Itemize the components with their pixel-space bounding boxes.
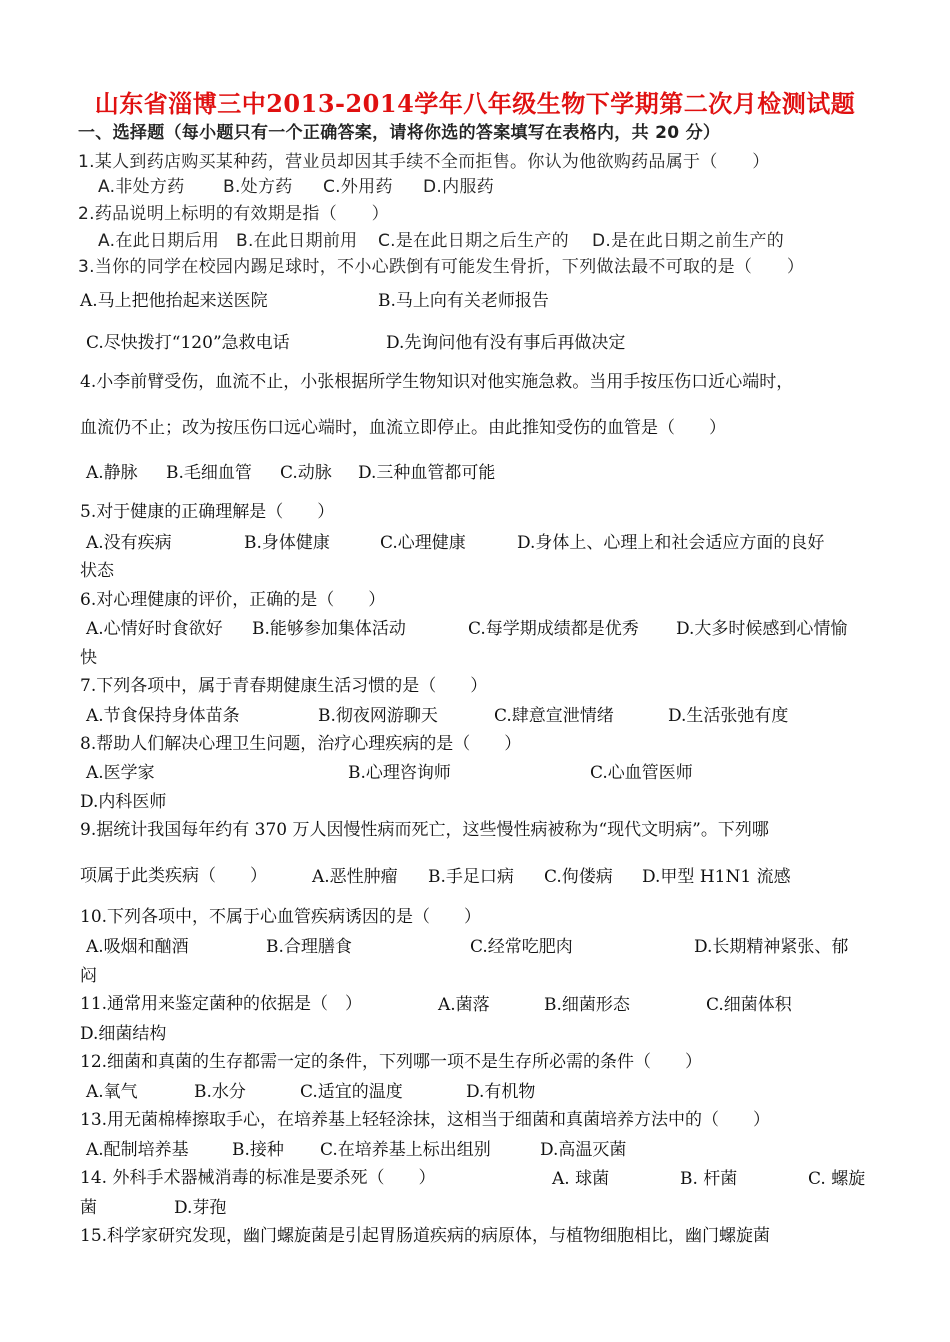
q1-option-d: D.内服药 [423,177,494,197]
q2-option-b: B.在此日期前用 [236,231,358,251]
q12-option-a: A.氧气 [86,1082,138,1102]
q5-option-c: C.心理健康 [380,533,466,553]
q9-option-c: C.佝偻病 [544,867,613,887]
q10-option-d-continued: 闷 [80,966,97,986]
question-5-stem: 5.对于健康的正确理解是（ ） [80,502,335,522]
q5-option-a: A.没有疾病 [86,533,172,553]
q8-option-b: B.心理咨询师 [348,763,451,783]
q12-option-d: D.有机物 [466,1082,536,1102]
q7-option-d: D.生活张弛有度 [668,706,789,726]
q4-option-d: D.三种血管都可能 [358,463,496,483]
q10-option-b: B.合理膳食 [266,937,352,957]
q4-option-a: A.静脉 [86,463,138,483]
q8-option-a: A.医学家 [86,763,155,783]
q2-option-d: D.是在此日期之前生产的 [592,231,785,251]
q6-option-a: A.心情好时食欲好 [86,619,223,639]
q6-option-b: B.能够参加集体活动 [252,619,406,639]
question-12-stem: 12.细菌和真菌的生存都需一定的条件，下列哪一项不是生存所必需的条件（ ） [80,1052,703,1072]
question-15-stem: 15.科学家研究发现，幽门螺旋菌是引起胃肠道疾病的病原体，与植物细胞相比，幽门螺旋菌 [80,1226,771,1246]
question-6-stem: 6.对心理健康的评价，正确的是（ ） [80,590,386,610]
q14-option-c: C. 螺旋 [808,1169,866,1189]
page-title: 山东省淄博三中2013-2014学年八年级生物下学期第二次月检测试题 [94,89,856,118]
q11-option-d: D.细菌结构 [80,1024,167,1044]
q10-option-c: C.经常吃肥肉 [470,937,573,957]
q4-option-b: B.毛细血管 [166,463,252,483]
q5-option-d: D.身体上、心理上和社会适应方面的良好 [517,533,825,553]
q5-option-d-continued: 状态 [80,561,114,581]
question-13-stem: 13.用无菌棉棒擦取手心，在培养基上轻轻涂抹，这相当于细菌和真菌培养方法中的（ ） [80,1110,771,1130]
q10-option-a: A.吸烟和酗酒 [86,937,189,957]
q13-option-c: C.在培养基上标出组别 [320,1140,491,1160]
question-8-stem: 8.帮助人们解决心理卫生问题，治疗心理疾病的是（ ） [80,734,522,754]
q3-option-a: A.马上把他抬起来送医院 [80,291,268,311]
question-4-line-2: 血流仍不止；改为按压伤口远心端时，血流立即停止。由此推知受伤的血管是（ ） [80,418,726,438]
q11-option-a: A.菌落 [438,995,490,1015]
q14-option-b: B. 杆菌 [680,1169,738,1189]
q9-option-b: B.手足口病 [428,867,514,887]
question-1-stem: 1.某人到药店购买某种药，营业员却因其手续不全而拒售。你认为他欲购药品属于（ ） [78,152,770,172]
question-4-line-1: 4.小李前臂受伤，血流不止，小张根据所学生物知识对他实施急救。当用手按压伤口近心端时， [80,372,794,392]
question-3-stem: 3.当你的同学在校园内踢足球时，不小心跌倒有可能发生骨折，下列做法最不可取的是（ ） [78,257,805,277]
q4-option-c: C.动脉 [280,463,332,483]
q6-option-d-continued: 快 [80,648,97,668]
q1-option-c: C.外用药 [323,177,393,197]
q1-option-a: A.非处方药 [98,177,185,197]
q11-option-c: C.细菌体积 [706,995,792,1015]
q2-option-a: A.在此日期后用 [98,231,220,251]
q7-option-a: A.节食保持身体苗条 [86,706,240,726]
question-14-stem: 14. 外科手术器械消毒的标准是要杀死（ ） [80,1168,436,1188]
question-10-stem: 10.下列各项中，不属于心血管疾病诱因的是（ ） [80,907,482,927]
q3-option-c: C.尽快拨打“120”急救电话 [86,333,290,353]
question-7-stem: 7.下列各项中，属于青春期健康生活习惯的是（ ） [80,676,488,696]
q10-option-d: D.长期精神紧张、郁 [694,937,849,957]
q5-option-b: B.身体健康 [244,533,330,553]
q13-option-d: D.高温灭菌 [540,1140,627,1160]
q2-option-c: C.是在此日期之后生产的 [378,231,569,251]
q9-option-a: A.恶性肿瘤 [312,867,398,887]
q12-option-b: B.水分 [194,1082,246,1102]
question-9-line-1: 9.据统计我国每年约有 370 万人因慢性病而死亡，这些慢性病被称为“现代文明病”。下列哪 [80,820,769,840]
q7-option-c: C.肆意宣泄情绪 [494,706,614,726]
q11-option-b: B.细菌形态 [544,995,630,1015]
q14-option-d: D.芽孢 [174,1198,227,1218]
question-9-line-2: 项属于此类疾病（ ） [80,866,267,886]
q7-option-b: B.彻夜网游聊天 [318,706,438,726]
q6-option-c: C.每学期成绩都是优秀 [468,619,639,639]
question-2-stem: 2.药品说明上标明的有效期是指（ ） [78,204,389,224]
q1-option-b: B.处方药 [223,177,293,197]
q13-option-a: A.配制培养基 [86,1140,189,1160]
q3-option-d: D.先询问他有没有事后再做决定 [386,333,626,353]
q9-option-d: D.甲型 H1N1 流感 [642,867,791,887]
q6-option-d: D.大多时候感到心情愉 [676,619,848,639]
q8-option-d: D.内科医师 [80,792,167,812]
q3-option-b: B.马上向有关老师报告 [378,291,549,311]
q8-option-c: C.心血管医师 [590,763,693,783]
q13-option-b: B.接种 [232,1140,284,1160]
question-11-stem: 11.通常用来鉴定菌种的依据是（ ） [80,994,363,1014]
section-heading: 一、选择题（每小题只有一个正确答案，请将你选的答案填写在表格内，共 20 分） [78,123,721,143]
q14-option-c-continued: 菌 [80,1198,97,1218]
q12-option-c: C.适宜的温度 [300,1082,403,1102]
q14-option-a: A. 球菌 [552,1169,610,1189]
